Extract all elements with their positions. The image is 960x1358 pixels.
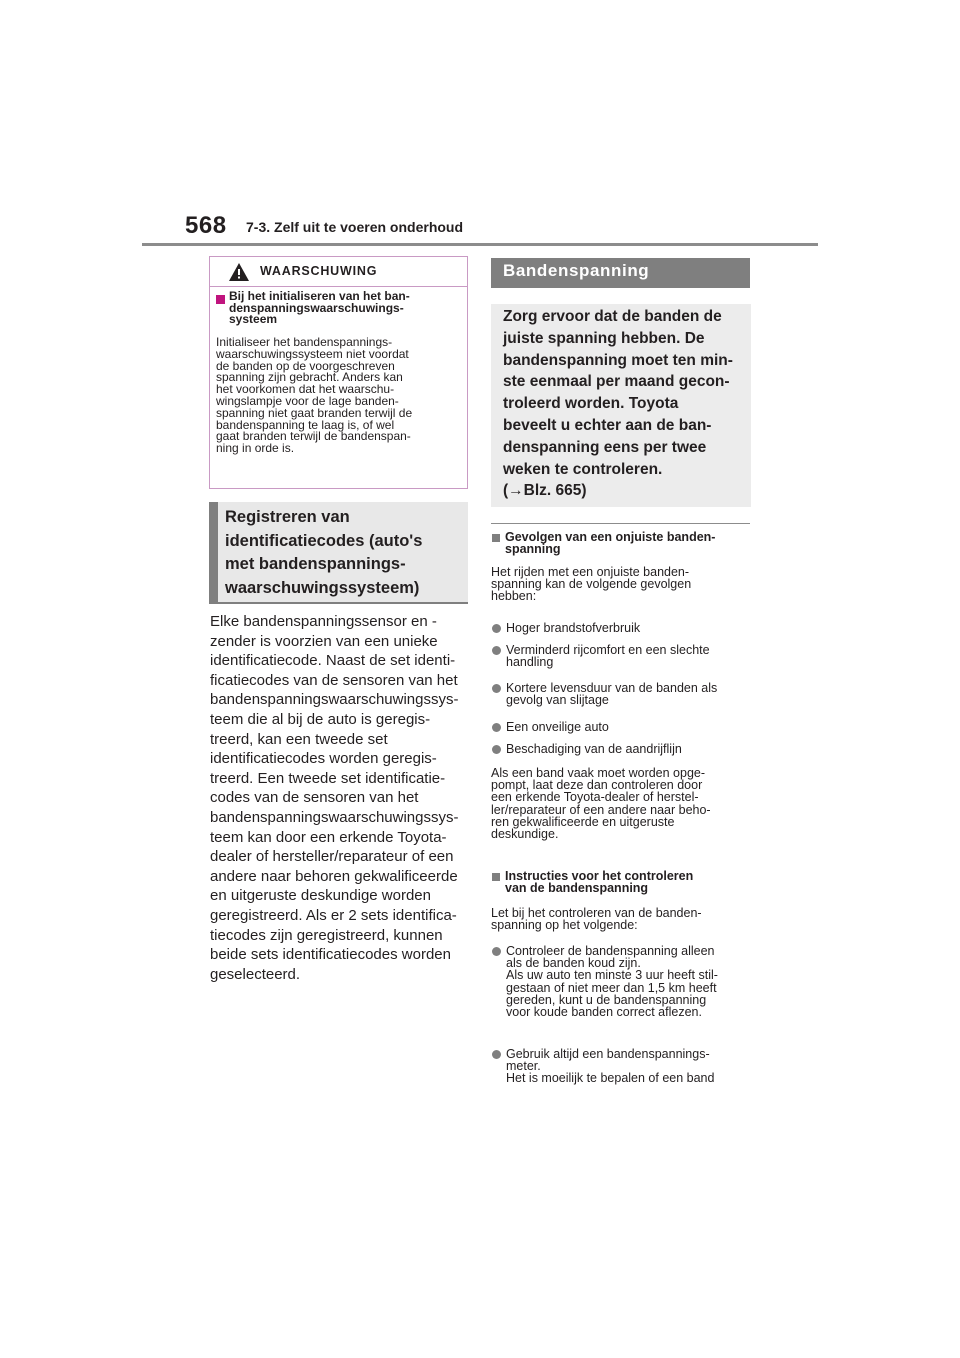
bullet-icon <box>492 1050 501 1059</box>
section-title: 7-3. Zelf uit te voeren onderhoud <box>246 219 464 235</box>
instructies-subheading: Instructies voor het controleren van de bandenspanning <box>505 869 694 895</box>
bullet-icon <box>492 646 501 655</box>
list-item: Een onveilige auto <box>506 720 609 734</box>
list-item: Beschadiging van de aandrijflijn <box>506 742 682 756</box>
instructies-intro: Let bij het controleren van de banden- spanning op het volgende: <box>491 906 702 933</box>
heading-bar <box>209 502 218 602</box>
warning-triangle-icon <box>228 262 250 282</box>
list-item: Controleer de bandenspanning alleen als de banden koud zijn. Als uw auto ten minste 3 uur heeft stil- gestaan of niet meer dan 1,5 km heeft gereden, kunt u de bandenspanning voor koude banden correct aflezen. <box>506 944 718 1020</box>
bullet-icon <box>492 723 501 732</box>
section-rule <box>491 523 750 524</box>
square-bullet-icon <box>492 873 500 881</box>
bullet-icon <box>492 745 501 754</box>
list-item: Verminderd rijcomfort en een slechte handling <box>506 643 710 670</box>
warning-subheading: Bij het initialiseren van het ban- denspanningswaarschuwings- systeem <box>229 289 410 326</box>
heading-underline <box>209 602 468 604</box>
list-item: Hoger brandstofverbruik <box>506 621 641 635</box>
registreren-title: Registreren van identificatiecodes (auto's met bandenspannings- waarschuwingssysteem) <box>225 508 423 597</box>
square-bullet-icon <box>492 534 500 542</box>
bandenspanning-heading <box>491 258 750 288</box>
list-item: Kortere levensduur van de banden als gevolg van slijtage <box>506 681 718 708</box>
bandenspanning-intro: Zorg ervoor dat de banden de juiste spanning hebben. De bandenspanning moet ten min- ste eenmaal per maand gecon- troleerd worden. Toyota beveelt u echter aan de ban- denspanning eens per twee weken te controleren. (→Blz. 665) <box>503 306 743 502</box>
bullet-icon <box>492 684 501 693</box>
warning-label: WAARSCHUWING <box>260 264 378 278</box>
gevolgen-subheading: Gevolgen van een onjuiste banden- spanning <box>505 530 716 556</box>
warning-header <box>210 257 467 287</box>
warning-text: Initialiseer het bandenspannings- waarschuwingssysteem niet voordat de banden op de voorgeschreven spanning zijn gebracht. Anders kan het voorkomen dat het waarschu- wingslampje voor de lage banden- spanning niet gaat branden terwijl de bandenspanning te laag is, of wel gaat branden terwijl de bandenspan- ning in orde is. <box>216 335 413 456</box>
bandenspanning-title: Bandenspanning <box>503 261 650 280</box>
bandenspanning-intro-box <box>491 304 751 507</box>
gevolgen-outro: Als een band vaak moet worden opge- pompt, laat deze dan controleren door een erkende Toyota-dealer of herstel- ler/reparateur of een andere naar beho- ren gekwalificeerde en uitgeruste deskundige. <box>491 766 711 842</box>
registreren-body: Elke bandenspanningssensor en - zender is voorzien van een unieke identificatiecode. Naast de set identi- ficatiecodes van de sensoren van het bandenspanningswaarschuwingssys- teem die al bij de auto is geregis- treerd, kan een tweede set identificatiecodes worden geregis- treerd. Een tweede set identificatie- codes van de sensoren van het bandenspanningswaarschuwingssys- teem kan door een erkende Toyota- dealer of hersteller/reparateur of een andere naar behoren gekwalificeerde en uitgeruste deskundige worden geregistreerd. Als er 2 sets identifica- tiecodes zijn geregistreerd, kunnen beide sets identificatiecodes worden geselecteerd. <box>210 613 459 983</box>
page-number: 568 <box>185 212 227 239</box>
bullet-icon <box>492 947 501 956</box>
page-reference-link[interactable]: (→Blz. 665) <box>503 482 587 500</box>
warning-square-bullet-icon <box>216 295 225 304</box>
warning-box <box>209 256 468 489</box>
header-rule <box>142 243 818 246</box>
registreren-heading <box>209 502 468 602</box>
bullet-icon <box>492 624 501 633</box>
list-item: Gebruik altijd een bandenspannings- meter. Het is moeilijk te bepalen of een band <box>506 1047 715 1086</box>
gevolgen-intro: Het rijden met een onjuiste banden- spanning kan de volgende gevolgen hebben: <box>491 565 692 604</box>
